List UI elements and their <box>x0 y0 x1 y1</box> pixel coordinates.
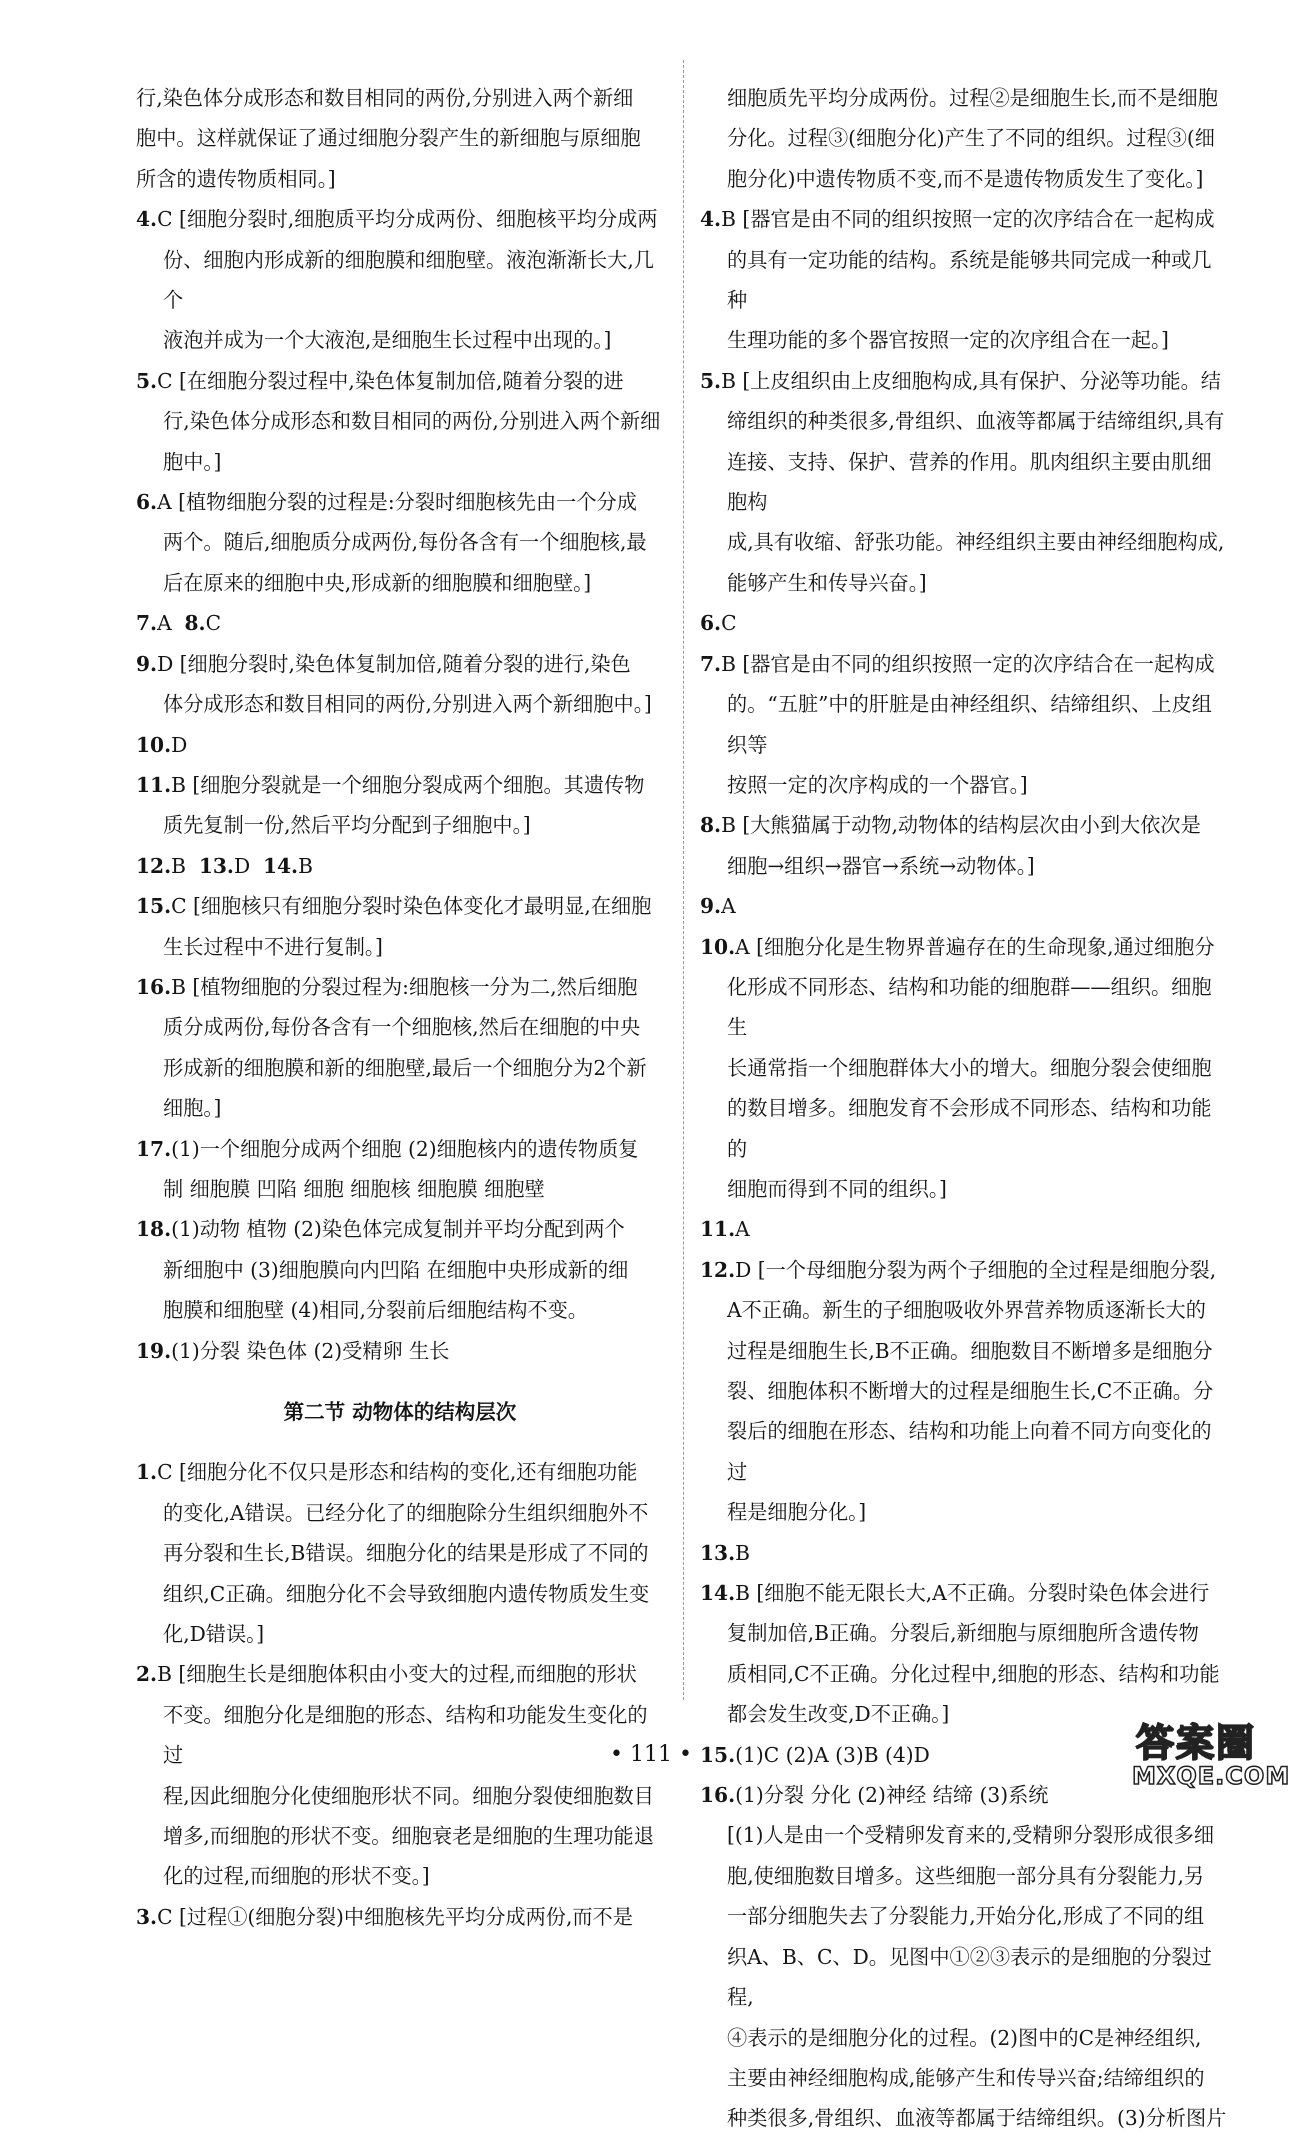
answer-line: 缔组织的种类很多,骨组织、血液等都属于结缔组织,具有 <box>727 409 1225 434</box>
intro-line: 所含的遗传物质相同。] <box>136 166 336 191</box>
answer-line: 胞中。] <box>163 449 222 474</box>
answer-line: 新细胞中 (3)细胞膜向内凹陷 在细胞中央形成新的细 <box>163 1257 629 1282</box>
section-answer-1: 1.C [细胞分化不仅只是形态和结构的变化,还有细胞功能 <box>136 1460 638 1485</box>
answer-line: 复制加倍,B正确。分裂后,新细胞与原细胞所含遗传物 <box>727 1621 1199 1646</box>
answer-line: 细胞→组织→器官→系统→动物体。] <box>727 853 1035 878</box>
answer-line: 一部分细胞失去了分裂能力,开始分化,形成了不同的组 <box>727 1904 1205 1929</box>
watermark-logo <box>1128 1712 1298 1796</box>
section-answer-16: 16.(1)分裂 分化 (2)神经 结缔 (3)系统 <box>700 1783 1049 1808</box>
answer-line: 种类很多,骨组织、血液等都属于结缔组织。(3)分析图片 <box>727 2106 1227 2131</box>
answer-line: 两个。随后,细胞质分成两份,每份各含有一个细胞核,最 <box>163 530 647 555</box>
answer-line: 化形成不同形态、结构和功能的细胞群——组织。细胞生 <box>727 974 1212 1040</box>
left-column <box>136 78 664 1937</box>
section-answer-12: 12.D [一个母细胞分裂为两个子细胞的全过程是细胞分裂, <box>700 1257 1217 1282</box>
intro-line: 行,染色体分成形态和数目相同的两份,分别进入两个新细 <box>136 86 634 110</box>
answer-line: ④表示的是细胞分化的过程。(2)图中的C是神经组织, <box>727 2025 1202 2050</box>
answer-line: 细胞而得到不同的组织。] <box>727 1176 947 1201</box>
section-answer-14: 14.B [细胞不能无限长大,A不正确。分裂时染色体会进行 <box>700 1581 1210 1606</box>
answer-15: 15.C [细胞核只有细胞分裂时染色体变化才最明显,在细胞 <box>136 894 652 919</box>
section-answer-10: 10.A [细胞分化是生物界普遍存在的生命现象,通过细胞分 <box>700 934 1215 959</box>
answer-line: 能够产生和传导兴奋。] <box>727 570 927 595</box>
answer-line: 化的过程,而细胞的形状不变。] <box>163 1864 430 1889</box>
answer-line: [(1)人是由一个受精卵发育来的,受精卵分裂形成很多细 <box>727 1823 1215 1848</box>
answer-line: 组织,C正确。细胞分化不会导致细胞内遗传物质发生变 <box>163 1581 650 1606</box>
answer-6: 6.A [植物细胞分裂的过程是:分裂时细胞核先由一个分成 <box>136 490 637 515</box>
answer-line: 按照一定的次序构成的一个器官。] <box>727 772 1028 797</box>
answer-12-14: 12.B 13.D 14.B <box>136 853 313 878</box>
answer-line: 的具有一定功能的结构。系统是能够共同完成一种或几种 <box>727 247 1212 313</box>
section-answer-4: 4.B [器官是由不同的组织按照一定的次序结合在一起构成 <box>700 207 1215 232</box>
answer-18: 18.(1)动物 植物 (2)染色体完成复制并平均分配到两个 <box>136 1217 625 1242</box>
answer-line: 后在原来的细胞中央,形成新的细胞膜和细胞壁。] <box>163 570 592 595</box>
watermark-main: 答案圈 <box>1136 1721 1257 1765</box>
answer-line: 的数目增多。细胞发育不会形成不同形态、结构和功能的 <box>727 1096 1212 1161</box>
answer-line: 程是细胞分化。] <box>727 1500 867 1525</box>
column-divider <box>683 60 684 1700</box>
answer-line: 不变。细胞分化是细胞的形态、结构和功能发生变化的过 <box>163 1702 648 1768</box>
section-answer-13: 13.B <box>700 1540 750 1565</box>
answer-line: 质先复制一份,然后平均分配到子细胞中。] <box>163 813 531 838</box>
answer-line: 体分成形态和数目相同的两份,分别进入两个新细胞中。] <box>163 692 652 717</box>
answer-line: 分化。过程③(细胞分化)产生了不同的组织。过程③(细 <box>727 126 1215 151</box>
answer-7-8: 7.A 8.C <box>136 611 222 636</box>
answer-line: 都会发生改变,D不正确。] <box>727 1702 950 1727</box>
section-answer-8: 8.B [大熊猫属于动物,动物体的结构层次由小到大依次是 <box>700 813 1201 838</box>
answer-4: 4.C [细胞分裂时,细胞质平均分成两份、细胞核平均分成两 <box>136 207 658 232</box>
answer-line: 细胞质先平均分成两份。过程②是细胞生长,而不是细胞 <box>727 86 1218 110</box>
answer-line: 生理功能的多个器官按照一定的次序组合在一起。] <box>727 328 1169 353</box>
answer-17: 17.(1)一个细胞分成两个细胞 (2)细胞核内的遗传物质复 <box>136 1136 639 1161</box>
answer-line: 胞膜和细胞壁 (4)相同,分裂前后细胞结构不变。 <box>163 1298 588 1323</box>
answer-line: 质相同,C不正确。分化过程中,细胞的形态、结构和功能 <box>727 1661 1220 1686</box>
page-number: • 111 • <box>610 1742 692 1767</box>
answer-16: 16.B [植物细胞的分裂过程为:细胞核一分为二,然后细胞 <box>136 974 638 999</box>
answer-line: 过程是细胞生长,B不正确。细胞数目不断增多是细胞分 <box>727 1338 1213 1363</box>
section-answer-7: 7.B [器官是由不同的组织按照一定的次序结合在一起构成 <box>700 651 1215 676</box>
answer-9: 9.D [细胞分裂时,染色体复制加倍,随着分裂的进行,染色 <box>136 651 631 676</box>
answer-line: 的变化,A错误。已经分化了的细胞除分生组织细胞外不 <box>163 1500 649 1525</box>
answer-line: 制 细胞膜 凹陷 细胞 细胞核 细胞膜 细胞壁 <box>163 1176 545 1201</box>
section-title: 第二节 动物体的结构层次 <box>283 1399 517 1424</box>
answer-line: 胞,使细胞数目增多。这些细胞一部分具有分裂能力,另 <box>727 1863 1205 1888</box>
answer-19: 19.(1)分裂 染色体 (2)受精卵 生长 <box>136 1338 450 1363</box>
answer-line: A不正确。新生的子细胞吸收外界营养物质逐渐长大的 <box>727 1298 1206 1323</box>
answer-line: 的。“五脏”中的肝脏是由神经组织、结缔组织、上皮组织等 <box>727 692 1212 757</box>
answer-10: 10.D <box>136 732 188 757</box>
answer-line: 再分裂和生长,B错误。细胞分化的结果是形成了不同的 <box>163 1541 649 1566</box>
section-answer-6: 6.C <box>700 611 737 636</box>
answer-line: 程,因此细胞分化使细胞形状不同。细胞分裂使细胞数目 <box>163 1783 654 1808</box>
answer-line: 细胞。] <box>163 1096 222 1121</box>
watermark-sub: MXQE.COM <box>1132 1762 1291 1790</box>
answer-line: 化,D错误。] <box>163 1622 265 1647</box>
answer-line: 长通常指一个细胞群体大小的增大。细胞分裂会使细胞 <box>727 1055 1212 1080</box>
answer-line: 液泡并成为一个大液泡,是细胞生长过程中出现的。] <box>163 328 612 353</box>
answer-5: 5.C [在细胞分裂过程中,染色体复制加倍,随着分裂的进 <box>136 368 624 393</box>
answer-line: 连接、支持、保护、营养的作用。肌肉组织主要由肌细胞构 <box>727 449 1212 515</box>
intro-line: 胞中。这样就保证了通过细胞分裂产生的新细胞与原细胞 <box>136 126 641 151</box>
answer-line: 生长过程中不进行复制。] <box>163 934 383 959</box>
answer-line: 成,具有收缩、舒张功能。神经组织主要由神经细胞构成, <box>727 530 1225 555</box>
answer-11: 11.B [细胞分裂就是一个细胞分裂成两个细胞。其遗传物 <box>136 772 645 797</box>
section-answer-2: 2.B [细胞生长是细胞体积由小变大的过程,而细胞的形状 <box>136 1662 637 1687</box>
section-answer-9: 9.A <box>700 894 736 919</box>
answer-line: 裂后的细胞在形态、结构和功能上向着不同方向变化的过 <box>727 1419 1212 1484</box>
answer-line: 份、细胞内形成新的细胞膜和细胞壁。液泡渐渐长大,几个 <box>163 247 654 313</box>
answer-line: 质分成两份,每份各含有一个细胞核,然后在细胞的中央 <box>163 1015 641 1040</box>
right-column <box>700 78 1228 2139</box>
answer-line: 织A、B、C、D。见图中①②③表示的是细胞的分裂过程, <box>727 1944 1212 2010</box>
answer-line: 主要由神经细胞构成,能够产生和传导兴奋;结缔组织的 <box>727 2065 1205 2090</box>
section-answer-3: 3.C [过程①(细胞分裂)中细胞核先平均分成两份,而不是 <box>136 1904 633 1929</box>
answer-line: 形成新的细胞膜和新的细胞壁,最后一个细胞分为2个新 <box>163 1055 647 1080</box>
section-answer-15: 15.(1)C (2)A (3)B (4)D <box>700 1742 930 1767</box>
section-answer-11: 11.A <box>700 1217 750 1242</box>
answer-line: 裂、细胞体积不断增大的过程是细胞生长,C不正确。分 <box>727 1379 1214 1403</box>
answer-line: 行,染色体分成形态和数目相同的两份,分别进入两个新细 <box>163 409 661 434</box>
section-answer-5: 5.B [上皮组织由上皮细胞构成,具有保护、分泌等功能。结 <box>700 368 1221 393</box>
answer-line: 胞分化)中遗传物质不变,而不是遗传物质发生了变化。] <box>727 166 1204 191</box>
answer-line: 增多,而细胞的形状不变。细胞衰老是细胞的生理功能退 <box>163 1824 654 1849</box>
